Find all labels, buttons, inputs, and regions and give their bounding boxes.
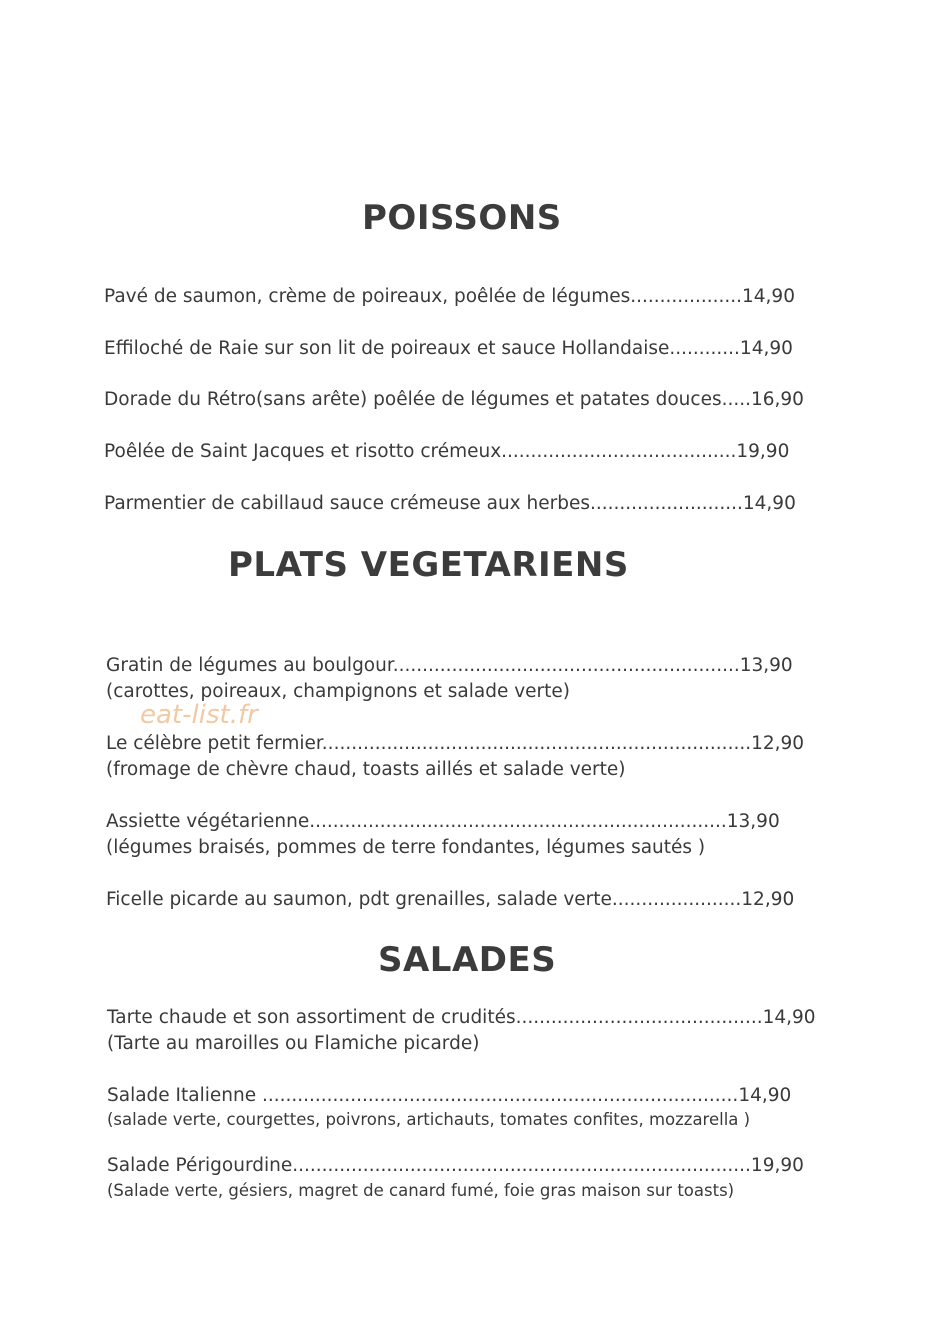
menu-item-dorade: Dorade du Rétro(sans arête) poêlée de légumes et patates douces.....16,90 bbox=[104, 389, 804, 410]
menu-item-salade-italienne-detail: (salade verte, courgettes, poivrons, artichauts, tomates confites, mozzarella ) bbox=[107, 1110, 751, 1129]
menu-item-petit-fermier-detail: (fromage de chèvre chaud, toasts aillés et salade verte) bbox=[106, 759, 626, 780]
menu-item-assiette-vegetarienne: Assiette végétarienne.......................................................................13,90 bbox=[106, 811, 780, 832]
section-title-vegetariens: PLATS VEGETARIENS bbox=[228, 545, 629, 585]
menu-item-salade-perigourdine-detail: (Salade verte, gésiers, magret de canard fumé, foie gras maison sur toasts) bbox=[107, 1181, 735, 1200]
menu-item-petit-fermier: Le célèbre petit fermier.........................................................................12,90 bbox=[106, 733, 805, 754]
section-title-salades: SALADES bbox=[378, 940, 557, 980]
menu-item-tarte-chaude-detail: (Tarte au maroilles ou Flamiche picarde) bbox=[107, 1033, 480, 1054]
section-title-poissons: POISSONS bbox=[362, 198, 562, 238]
menu-item-salade-italienne: Salade Italienne .................................................................................14,90 bbox=[107, 1085, 792, 1106]
menu-item-saint-jacques: Poêlée de Saint Jacques et risotto crémeux........................................19,90 bbox=[104, 441, 790, 462]
menu-item-effiloche-raie: Effiloché de Raie sur son lit de poireaux et sauce Hollandaise............14,90 bbox=[104, 338, 793, 359]
menu-item-gratin-legumes: Gratin de légumes au boulgour...........................................................13,90 bbox=[106, 655, 793, 676]
menu-item-ficelle-picarde: Ficelle picarde au saumon, pdt grenailles, salade verte......................12,90 bbox=[106, 889, 795, 910]
menu-item-tarte-chaude: Tarte chaude et son assortiment de crudités..........................................14,90 bbox=[107, 1007, 816, 1028]
menu-item-parmentier-cabillaud: Parmentier de cabillaud sauce crémeuse aux herbes..........................14,90 bbox=[104, 493, 796, 514]
menu-item-pave-saumon: Pavé de saumon, crème de poireaux, poêlée de légumes...................14,90 bbox=[104, 286, 795, 307]
menu-item-salade-perigourdine: Salade Périgourdine..............................................................................19,90 bbox=[107, 1155, 804, 1176]
menu-item-assiette-vegetarienne-detail: (légumes braisés, pommes de terre fondantes, légumes sautés ) bbox=[106, 837, 706, 858]
menu-item-gratin-legumes-detail: (carottes, poireaux, champignons et salade verte) bbox=[106, 681, 571, 702]
watermark: eat-list.fr bbox=[140, 700, 258, 730]
